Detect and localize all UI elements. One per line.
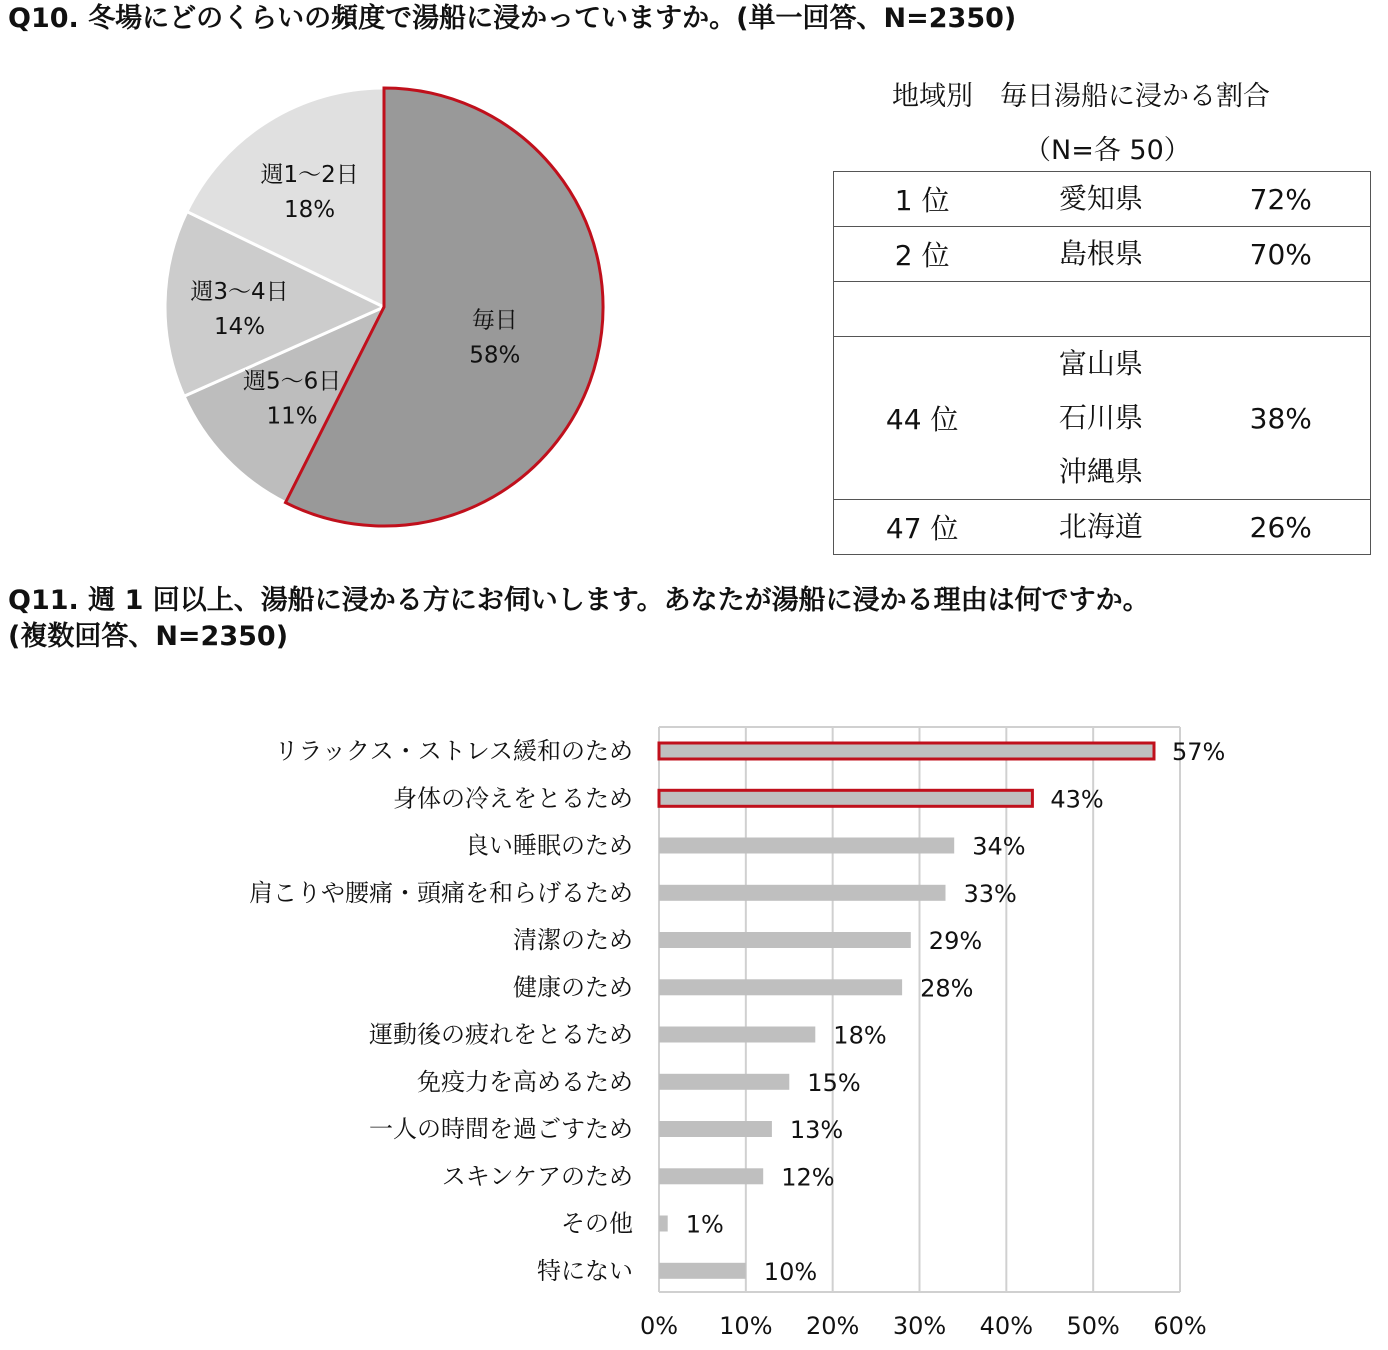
prefecture-cell xyxy=(1010,227,1191,282)
x-tick-label: 10% xyxy=(719,1312,773,1340)
pie-slice-label: 週5～6日 xyxy=(242,368,342,395)
category-label: 清潔のため xyxy=(513,926,633,954)
table-row xyxy=(834,500,1371,555)
table-row xyxy=(834,227,1371,282)
pie-slice-value: 58% xyxy=(469,342,521,369)
rank-cell: 44 位 xyxy=(834,337,1011,500)
x-tick-label: 0% xyxy=(639,1312,679,1340)
rank-cell: 1 位 xyxy=(834,172,1011,227)
pie-slice-label: 毎日 xyxy=(471,307,518,334)
category-label: リラックス・ストレス緩和のため xyxy=(274,737,633,765)
q11-title-sub: (複数回答、N=2350) xyxy=(8,621,289,652)
bar-value-label: 12% xyxy=(781,1163,835,1192)
bar xyxy=(659,1074,789,1090)
bar-value-label: 15% xyxy=(807,1068,861,1097)
category-label: 免疫力を高めるため xyxy=(417,1067,633,1096)
bar xyxy=(659,1121,772,1137)
bar-value-label: 57% xyxy=(1172,738,1226,766)
q11-title: Q11. 週 1 回以上、湯船に浸かる方にお伺いします。あなたが湯船に浸かる理由は何ですか。 xyxy=(8,585,1150,616)
bar xyxy=(659,1263,746,1279)
bar-value-label: 43% xyxy=(1050,785,1104,814)
rank-cell: 2 位 xyxy=(834,227,1011,282)
x-tick-label: 20% xyxy=(805,1312,860,1340)
bar xyxy=(659,885,946,901)
category-label: 身体の冷えをとるため xyxy=(393,784,633,813)
table-subheading: （N=各 50） xyxy=(1024,135,1191,166)
prefecture-name: 愛知県 xyxy=(1058,182,1143,215)
prefecture-name: 富山県 xyxy=(1058,347,1143,380)
category-label: 良い睡眠のため xyxy=(465,831,633,860)
pie-slice-label: 週3～4日 xyxy=(190,278,289,305)
x-tick-label: 60% xyxy=(1153,1312,1207,1340)
bar-highlight xyxy=(659,790,1032,806)
rank-cell: 47 位 xyxy=(834,500,1011,555)
pie-slice-value: 14% xyxy=(213,313,266,340)
bar-highlight xyxy=(659,743,1154,759)
category-label: 健康のため xyxy=(513,973,633,1002)
bar xyxy=(659,932,911,948)
rank-cell-empty xyxy=(834,282,1011,337)
x-tick-label: 40% xyxy=(979,1312,1034,1340)
category-label: 運動後の疲れをとるため xyxy=(369,1020,633,1049)
percent-cell: 26% xyxy=(1192,500,1371,555)
percent-cell-empty xyxy=(1192,282,1371,337)
bar xyxy=(659,1168,763,1184)
bar-chart xyxy=(0,700,1388,1350)
category-label: その他 xyxy=(561,1209,633,1238)
percent-cell: 38% xyxy=(1192,337,1371,500)
table-row-blank xyxy=(834,282,1371,337)
percent-cell: 70% xyxy=(1192,227,1371,282)
bar xyxy=(659,1216,668,1232)
bar-value-label: 34% xyxy=(972,832,1026,861)
category-label: 肩こりや腰痛・頭痛を和らげるため xyxy=(249,878,633,907)
category-label: 一人の時間を過ごすため xyxy=(369,1115,633,1143)
bar-value-label: 29% xyxy=(928,927,983,955)
prefecture-ranking-table xyxy=(833,171,1371,555)
percent-cell: 72% xyxy=(1192,172,1371,227)
bar-value-label: 33% xyxy=(963,879,1017,908)
table-row xyxy=(834,337,1371,500)
table-row xyxy=(834,172,1371,227)
pie-slice-value: 18% xyxy=(284,197,336,224)
category-label: 特にない xyxy=(537,1256,633,1285)
prefecture-name: 石川県 xyxy=(1058,401,1143,434)
pie-chart xyxy=(0,60,640,550)
x-tick-label: 30% xyxy=(892,1312,947,1340)
prefecture-cell-empty xyxy=(1010,282,1191,337)
bar-value-label: 13% xyxy=(789,1116,844,1144)
bar xyxy=(659,838,954,854)
pie-slice-value: 11% xyxy=(266,403,318,430)
bar-value-label: 1% xyxy=(685,1210,724,1239)
prefecture-name: 島根県 xyxy=(1058,237,1143,270)
prefecture-cell xyxy=(1010,337,1191,500)
category-label: スキンケアのため xyxy=(441,1162,633,1191)
prefecture-cell xyxy=(1010,172,1191,227)
bar-value-label: 18% xyxy=(833,1021,887,1050)
q10-title: Q10. 冬場にどのくらいの頻度で湯船に浸かっていますか。(単一回答、N=2350) xyxy=(8,3,1017,34)
prefecture-name: 北海道 xyxy=(1058,510,1143,543)
table-heading: 地域別 毎日湯船に浸かる割合 xyxy=(892,81,1270,112)
prefecture-name: 沖縄県 xyxy=(1058,455,1143,488)
bar-value-label: 28% xyxy=(920,974,974,1003)
pie-slice-label: 週1～2日 xyxy=(260,162,359,189)
bar xyxy=(659,1027,815,1043)
prefecture-cell xyxy=(1010,500,1191,555)
x-tick-label: 50% xyxy=(1066,1312,1120,1340)
bar-value-label: 10% xyxy=(763,1257,818,1286)
bar xyxy=(659,979,902,995)
